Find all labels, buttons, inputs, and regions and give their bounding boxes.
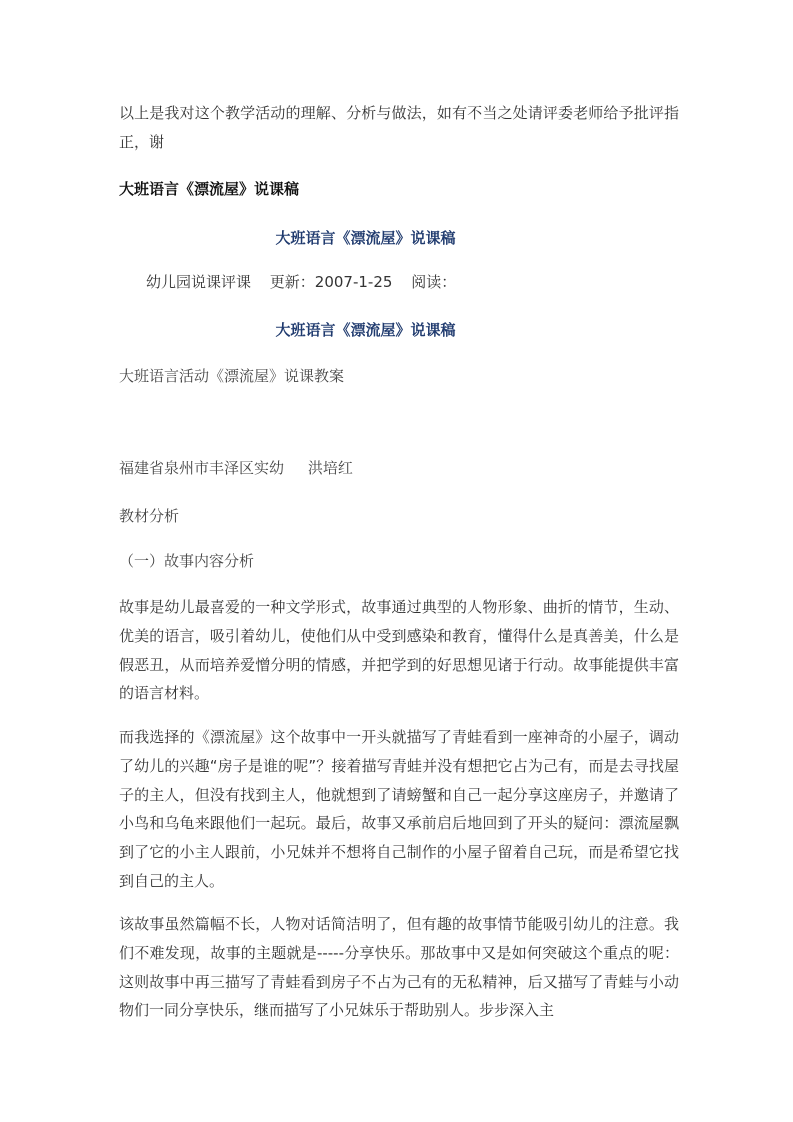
meta-updated: 更新：2007-1-25: [269, 273, 393, 291]
meta-reads: 阅读：: [411, 273, 457, 291]
subsection-title: （一）故事内容分析: [119, 552, 255, 570]
paragraph-3: 该故事虽然篇幅不长，人物对话简洁明了，但有趣的故事情节能吸引幼儿的注意。我们不难发现，故事的主题就是-----分享快乐。那故事中又是如何突破这个重点的呢：这则故事中再三描写了青蛙看到房子不占为己有的无私精神，后又描写了青蛙与小动物们一同分享快乐，继而描写了小兄妹乐于帮助别人。步步深入主: [119, 915, 679, 1020]
meta-category: 幼儿园说课评课: [146, 273, 252, 291]
article-subtitle: 大班语言活动《漂流屋》说课教案: [119, 367, 345, 385]
article-meta: [146, 271, 470, 292]
section-heading: 大班语言《漂流屋》说课稿: [119, 180, 300, 198]
article-title-second: 大班语言《漂流屋》说课稿: [275, 321, 456, 339]
paragraph-1: 故事是幼儿最喜爱的一种文学形式，故事通过典型的人物形象、曲折的情节，生动、优美的语言，吸引着幼儿，使他们从中受到感染和教育，懂得什么是真善美，什么是假恶丑，从而培养爱憎分明的情感，并把学到的好思想见诸于行动。故事能提供丰富的语言材料。: [119, 598, 679, 703]
author-line: 福建省泉州市丰泽区实幼 洪培红: [119, 459, 353, 477]
section-title: 教材分析: [119, 507, 180, 525]
paragraph-2: 而我选择的《漂流屋》这个故事中一开头就描写了青蛙看到一座神奇的小屋子，调动了幼儿的兴趣“房子是谁的呢”？接着描写青蛙并没有想把它占为己有，而是去寻找屋子的主人，但没有找到主人，他就想到了请螃蟹和自己一起分享这座房子，并邀请了小鸟和乌龟来跟他们一起玩。最后，故事又承前启后地回到了开头的疑问：漂流屋飘到了它的小主人跟前，小兄妹并不想将自己制作的小屋子留着自己玩，而是希望它找到自己的主人。: [119, 728, 679, 890]
intro-closing-paragraph: 以上是我对这个教学活动的理解、分析与做法，如有不当之处请评委老师给予批评指正，谢: [119, 104, 679, 151]
article-title-top: 大班语言《漂流屋》说课稿: [275, 229, 456, 247]
